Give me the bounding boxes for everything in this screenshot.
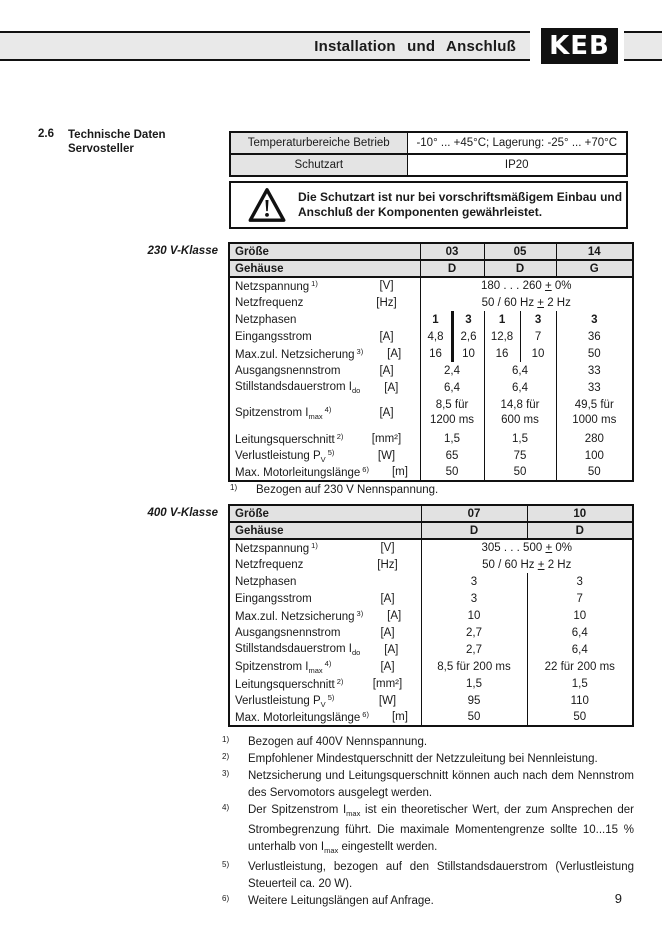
- table-row-leitungsquerschnitt: [229, 430, 633, 447]
- footnote-4: [222, 802, 634, 859]
- value-cell: 10: [527, 607, 633, 624]
- value-cell: 10: [421, 607, 527, 624]
- table-230v: [228, 242, 634, 482]
- value-cell: 2,7: [421, 641, 527, 658]
- value-cell: 2,6: [452, 328, 484, 345]
- info-table: [229, 131, 628, 177]
- row-label-cell: Ausgangsnennstrom [A]: [235, 364, 394, 377]
- info-label-cell: Temperaturbereiche Betrieb: [230, 132, 407, 154]
- value-cell: 6,4: [420, 379, 484, 396]
- row-label-cell: Spitzenstrom $I_{max}^{4)}$ [A]: [235, 658, 395, 675]
- header-cell: 07: [421, 505, 527, 522]
- value-cell: 6,4: [484, 379, 556, 396]
- value-cell: 33: [556, 362, 633, 379]
- value-cell: 33: [556, 379, 633, 396]
- row-label-cell: Ausgangsnennstrom [A]: [235, 626, 395, 639]
- row-label-cell: Netzphasen: [235, 313, 297, 326]
- table-row-netzfrequenz: [229, 294, 633, 311]
- header-band: [0, 31, 530, 61]
- row-label-cell: Netzfrequenz [Hz]: [235, 296, 397, 309]
- footnote-marker: 3): [222, 769, 230, 778]
- row-label-cell: Stillstandsdauerstrom $I_{do}$ [A]: [235, 642, 399, 657]
- warning-text: Die Schutzart ist nur bei vorschriftsmäßigem Einbau und Anschluß der Komponenten gewährleistet.: [298, 190, 623, 219]
- header-cell: G: [556, 260, 633, 277]
- footnote-2: [222, 751, 634, 768]
- value-cell: 16: [420, 345, 452, 362]
- table-row-verlustleistung: [229, 692, 633, 709]
- table-row-netzfrequenz: [229, 556, 633, 573]
- class-label-400v: 400 V-Klasse: [147, 507, 218, 519]
- table-row-motorleitungslaenge: [229, 464, 633, 481]
- value-cell: 3: [520, 311, 556, 328]
- row-label-cell: Leitungsquerschnitt $^{2)}$ [mm²]: [235, 676, 403, 691]
- row-label-cell: Max.zul. Netzsicherung $^{3)}$ [A]: [235, 608, 402, 623]
- value-cell: 22 für 200 ms: [527, 658, 633, 675]
- value-cell: 10: [520, 345, 556, 362]
- table-row-eingangsstrom: [229, 328, 633, 345]
- keb-logo-text: KEB: [549, 31, 610, 61]
- header-cell: D: [527, 522, 633, 539]
- header-cell: Gehäuse: [229, 522, 421, 539]
- table-row-leitungsquerschnitt: [229, 675, 633, 692]
- info-value-cell: -10° ... +45°C; Lagerung: -25° ... +70°C: [407, 132, 627, 154]
- table-row-groesse: [229, 243, 633, 260]
- footnote-marker: 1): [230, 483, 238, 492]
- value-cell: 50 / 60 Hz + 2 Hz: [420, 294, 633, 311]
- section-number: 2.6: [38, 128, 54, 140]
- value-cell: 14,8 für 600 ms: [484, 396, 556, 430]
- value-cell: 2,7: [421, 624, 527, 641]
- value-cell: 1,5: [421, 675, 527, 692]
- header-cell: 05: [484, 243, 556, 260]
- footnote-marker: 1): [222, 735, 230, 744]
- table-row-groesse: [229, 505, 633, 522]
- value-cell: 1: [484, 311, 520, 328]
- warning-triangle-icon: [248, 187, 286, 223]
- header-cell: D: [420, 260, 484, 277]
- value-cell: 12,8: [484, 328, 520, 345]
- footnotes: [222, 734, 634, 910]
- row-label-cell: Netzspannung $^{1)}$ [V]: [235, 279, 394, 293]
- value-cell: 180 . . . 260 + 0%: [420, 277, 633, 294]
- table-row-spitzenstrom: [229, 658, 633, 675]
- value-cell: 3: [421, 573, 527, 590]
- row-label-cell: Verlustleistung $P_V^{5)}$ [W]: [235, 692, 397, 709]
- table-row-netzsicherung: [229, 607, 633, 624]
- value-cell: 49,5 für 1000 ms: [556, 396, 633, 430]
- value-cell: 6,4: [527, 624, 633, 641]
- value-cell: 65: [420, 447, 484, 464]
- footnote-marker: 5): [222, 860, 230, 869]
- header-cell: D: [484, 260, 556, 277]
- header-cell: Größe: [229, 505, 421, 522]
- value-cell: 50: [421, 709, 527, 726]
- row-label-cell: Max. Motorleitungslänge $^{6)}$ [m]: [235, 465, 408, 479]
- row-label-cell: Netzphasen: [235, 575, 297, 588]
- footnote-5: [222, 859, 634, 893]
- info-value-cell: IP20: [407, 154, 627, 176]
- table-row-verlustleistung: [229, 447, 633, 464]
- table-row: [230, 154, 627, 176]
- footnote-text: Bezogen auf 400V Nennspannung.: [248, 736, 428, 748]
- row-label-cell: Leitungsquerschnitt $^{2)}$ [mm²]: [235, 431, 402, 446]
- header-cell: 03: [420, 243, 484, 260]
- value-cell: 3: [556, 311, 633, 328]
- footnote-text: Weitere Leitungslängen auf Anfrage.: [248, 895, 434, 907]
- value-cell: 50: [527, 709, 633, 726]
- value-cell: 305 . . . 500 + 0%: [421, 539, 633, 556]
- table-row: [230, 132, 627, 154]
- info-label-cell: Schutzart: [230, 154, 407, 176]
- footnote-6: [222, 893, 634, 910]
- value-cell: 75: [484, 447, 556, 464]
- keb-logo: [541, 28, 618, 64]
- table-row-netzphasen: [229, 311, 633, 328]
- header-cell: D: [421, 522, 527, 539]
- value-cell: 16: [484, 345, 520, 362]
- warning-box: [229, 181, 628, 229]
- value-cell: 4,8: [420, 328, 452, 345]
- footnote-marker: 4): [222, 803, 230, 812]
- table-row-stillstandsdauerstrom: [229, 379, 633, 396]
- footnote-marker: 2): [222, 752, 230, 761]
- value-cell: 50: [556, 345, 633, 362]
- footnote-1: [222, 734, 634, 751]
- value-cell: 1,5: [420, 430, 484, 447]
- footnote-text: Netzsicherung und Leitungsquerschnitt können auch nach dem Nennstrom des Servomotors ausgelegt werden.: [248, 770, 634, 799]
- value-cell: 50: [484, 464, 556, 481]
- row-label-cell: Verlustleistung $P_V^{5)}$ [W]: [235, 447, 396, 464]
- section-title: Technische Daten Servosteller: [68, 129, 166, 155]
- table-row-ausgangsnennstrom: [229, 362, 633, 379]
- table-row-netzsicherung: [229, 345, 633, 362]
- table-row-gehaeuse: [229, 522, 633, 539]
- value-cell: 280: [556, 430, 633, 447]
- value-cell: 1,5: [527, 675, 633, 692]
- class-label-230v: 230 V-Klasse: [147, 245, 218, 257]
- value-cell: 2,4: [420, 362, 484, 379]
- header-cell: 14: [556, 243, 633, 260]
- header-cell: Größe: [229, 243, 420, 260]
- header-cell: 10: [527, 505, 633, 522]
- value-cell: 100: [556, 447, 633, 464]
- page-number: 9: [614, 891, 622, 906]
- row-label-cell: Max.zul. Netzsicherung $^{3)}$ [A]: [235, 346, 402, 361]
- value-cell: 6,4: [484, 362, 556, 379]
- footnote-text: Der Spitzenstrom $I_{max}$ ist ein theoretischer Wert, der zum Ansprechen der Strombegrenzung führt. Die maximale Momentengrenze sollte 10...15 % unterhalb von $I_{max}$ eingestellt werden.: [248, 804, 634, 855]
- row-label-cell: Max. Motorleitungslänge $^{6)}$ [m]: [235, 710, 408, 724]
- value-cell: 8,5 für 200 ms: [421, 658, 527, 675]
- value-cell: 50: [420, 464, 484, 481]
- table-row-gehaeuse: [229, 260, 633, 277]
- row-label-cell: Netzfrequenz [Hz]: [235, 558, 398, 571]
- table-row-netzspannung: [229, 539, 633, 556]
- header-cell: Gehäuse: [229, 260, 420, 277]
- header-right-box: [624, 31, 662, 61]
- row-label-cell: Spitzenstrom $I_{max}^{4)}$ [A]: [235, 405, 394, 421]
- table-row-stillstandsdauerstrom: [229, 641, 633, 658]
- footnote-text: Empfohlener Mindestquerschnitt der Netzzuleitung bei Nennleistung.: [248, 753, 598, 765]
- table-400v: [228, 504, 634, 727]
- value-cell: 3: [421, 590, 527, 607]
- table-row-ausgangsnennstrom: [229, 624, 633, 641]
- table-row-eingangsstrom: [229, 590, 633, 607]
- value-cell: 10: [452, 345, 484, 362]
- value-cell: 1,5: [484, 430, 556, 447]
- value-cell: 6,4: [527, 641, 633, 658]
- footnote-3: [222, 768, 634, 802]
- row-label-cell: Stillstandsdauerstrom $I_{do}$ [A]: [235, 380, 399, 395]
- value-cell: 3: [527, 573, 633, 590]
- table-row-netzphasen: [229, 573, 633, 590]
- value-cell: 50: [556, 464, 633, 481]
- value-cell: 8,5 für 1200 ms: [420, 396, 484, 430]
- table-row-spitzenstrom: [229, 396, 633, 430]
- table-row-motorleitungslaenge: [229, 709, 633, 726]
- value-cell: 36: [556, 328, 633, 345]
- value-cell: 110: [527, 692, 633, 709]
- page-title: Installation und Anschluß: [314, 37, 516, 55]
- footnote-text: Verlustleistung, bezogen auf den Stillstandsdauerstrom (Verlustleistung Steuerteil ca. 20 W).: [248, 861, 634, 890]
- row-label-cell: Eingangsstrom [A]: [235, 330, 394, 343]
- footnote-text: Bezogen auf 230 V Nennspannung.: [256, 484, 439, 496]
- footnote-marker: 6): [222, 894, 230, 903]
- value-cell: 95: [421, 692, 527, 709]
- row-label-cell: Netzspannung $^{1)}$ [V]: [235, 541, 395, 555]
- value-cell: 50 / 60 Hz + 2 Hz: [421, 556, 633, 573]
- footnote-230v: [230, 482, 630, 499]
- value-cell: 1: [420, 311, 452, 328]
- value-cell: 3: [452, 311, 484, 328]
- section-heading: [38, 128, 166, 156]
- value-cell: 7: [520, 328, 556, 345]
- row-label-cell: Eingangsstrom [A]: [235, 592, 395, 605]
- value-cell: 7: [527, 590, 633, 607]
- table-row-netzspannung: [229, 277, 633, 294]
